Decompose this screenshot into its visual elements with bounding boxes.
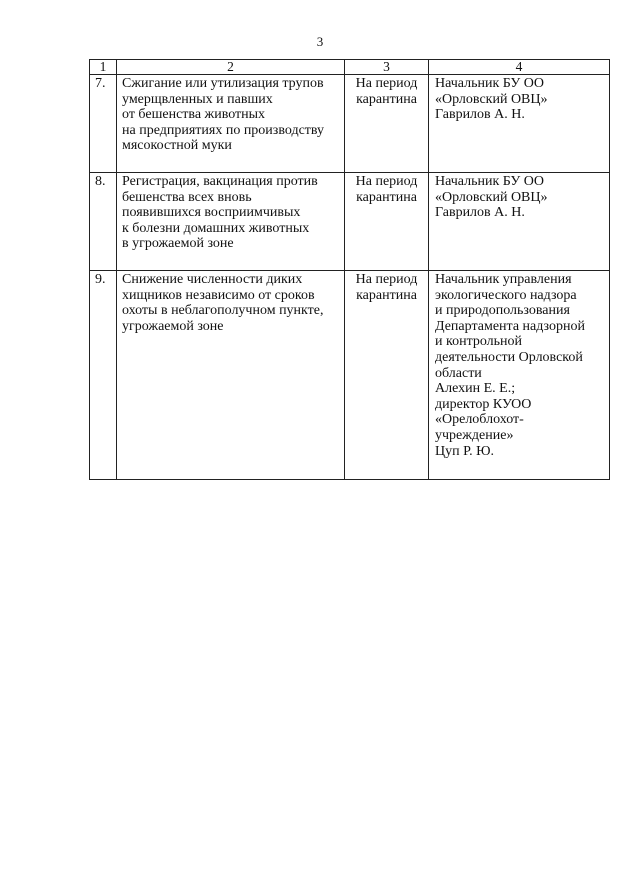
column-header-period: 3 <box>345 60 429 75</box>
table-row <box>90 75 610 173</box>
responsible-cell <box>429 173 610 271</box>
action-text: Снижение численности диких хищников независимо от сроков охоты в неблагополучном пункте, угрожаемой зоне <box>122 272 324 334</box>
column-header-responsible: 4 <box>429 60 610 75</box>
period-cell <box>345 75 429 173</box>
period-cell <box>345 173 429 271</box>
column-header-number: 1 <box>90 60 117 75</box>
responsible-cell <box>429 75 610 173</box>
table-header-row <box>90 60 610 75</box>
row-number-cell <box>90 271 117 480</box>
page-number: 3 <box>316 34 324 49</box>
table-row <box>90 271 610 480</box>
period-text: На период карантина <box>355 174 418 205</box>
column-header-action: 2 <box>117 60 345 75</box>
row-number-cell <box>90 75 117 173</box>
action-text: Регистрация, вакцинация против бешенства всех вновь появившихся восприимчивых к болезни домашних животных в угрожаемой зоне <box>122 174 318 252</box>
period-text: На период карантина <box>355 272 418 303</box>
action-cell <box>117 271 345 480</box>
action-cell <box>117 75 345 173</box>
responsible-text: Начальник БУ ОО «Орловский ОВЦ» Гаврилов А. Н. <box>435 174 548 221</box>
row-number: 9. <box>95 272 106 287</box>
table-row <box>90 173 610 271</box>
row-number: 7. <box>95 76 106 91</box>
row-number: 8. <box>95 174 106 189</box>
period-cell <box>345 271 429 480</box>
period-text: На период карантина <box>355 76 418 107</box>
responsible-text: Начальник БУ ОО «Орловский ОВЦ» Гаврилов А. Н. <box>435 76 548 123</box>
action-cell <box>117 173 345 271</box>
measures-table <box>89 59 610 480</box>
responsible-text: Начальник управления экологического надзора и природопользования Департамента надзорной и контрольной деятельности Орловской области Алехин Е. Е.; директор КУОО «Орелоблохот- учреждение» Цуп Р. Ю. <box>435 272 585 459</box>
row-number-cell <box>90 173 117 271</box>
action-text: Сжигание или утилизация трупов умерщвленных и павших от бешенства животных на предприятиях по производству мясокостной муки <box>122 76 325 154</box>
responsible-cell <box>429 271 610 480</box>
